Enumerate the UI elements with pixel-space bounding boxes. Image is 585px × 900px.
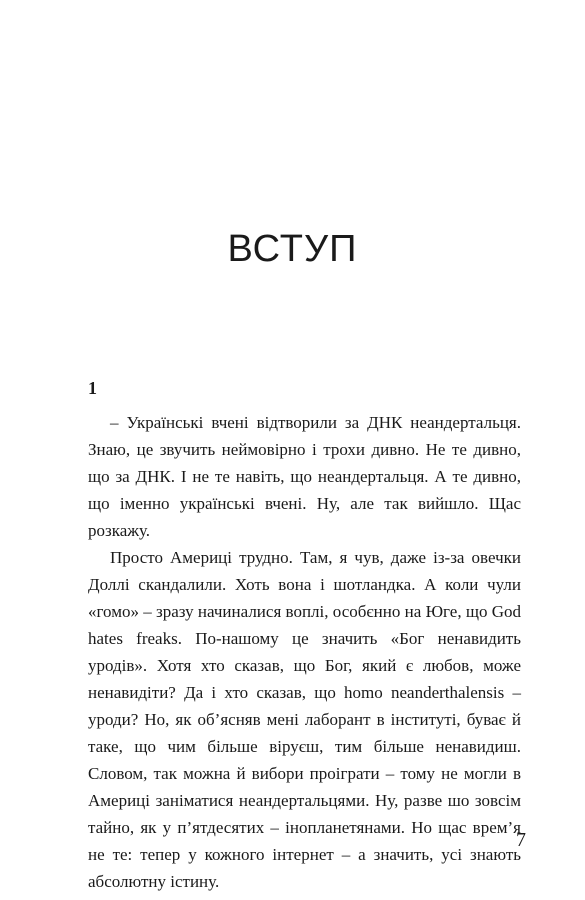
page-number: 7	[516, 829, 526, 851]
chapter-title: ВСТУП	[227, 228, 358, 270]
section-number: 1	[88, 378, 97, 398]
paragraph: – Українські вчені відтворили за ДНК неандертальця. Знаю, це звучить неймовірно і трохи дивно. Не те дивно, що за ДНК. І не те навіть, що неандертальця. А те дивно, що іменно українські вчені. Ну, але так вийшло. Щас розкажу.	[88, 413, 521, 540]
body-text	[88, 409, 521, 895]
paragraph: Просто Америці трудно. Там, я чув, даже із-за овечки Доллі скандалили. Хоть вона і шотландка. А коли чули «гомо» – зразу начиналися воплі, особєнно на Юге, що God hates freaks. По-нашому це значить «Бог ненавидить уродів». Хотя хто сказав, що Бог, який є любов, може ненавидіти? Да і хто сказав, що homo neanderthalensis – уроди? Но, як об’ясняв мені лаборант в інституті, буває й таке, що чим більше віруєш, тим більше ненавидиш. Словом, так можна й вибори проіграти – тому не могли в Америці заніматися неандертальцями. Ну, разве шо зовсім тайно, як у п’ятдесятих – інопланетянами. Но щас врем’я не те: тепер у кожного інтернет – а значить, усі знають абсолютну істину.	[88, 548, 521, 891]
